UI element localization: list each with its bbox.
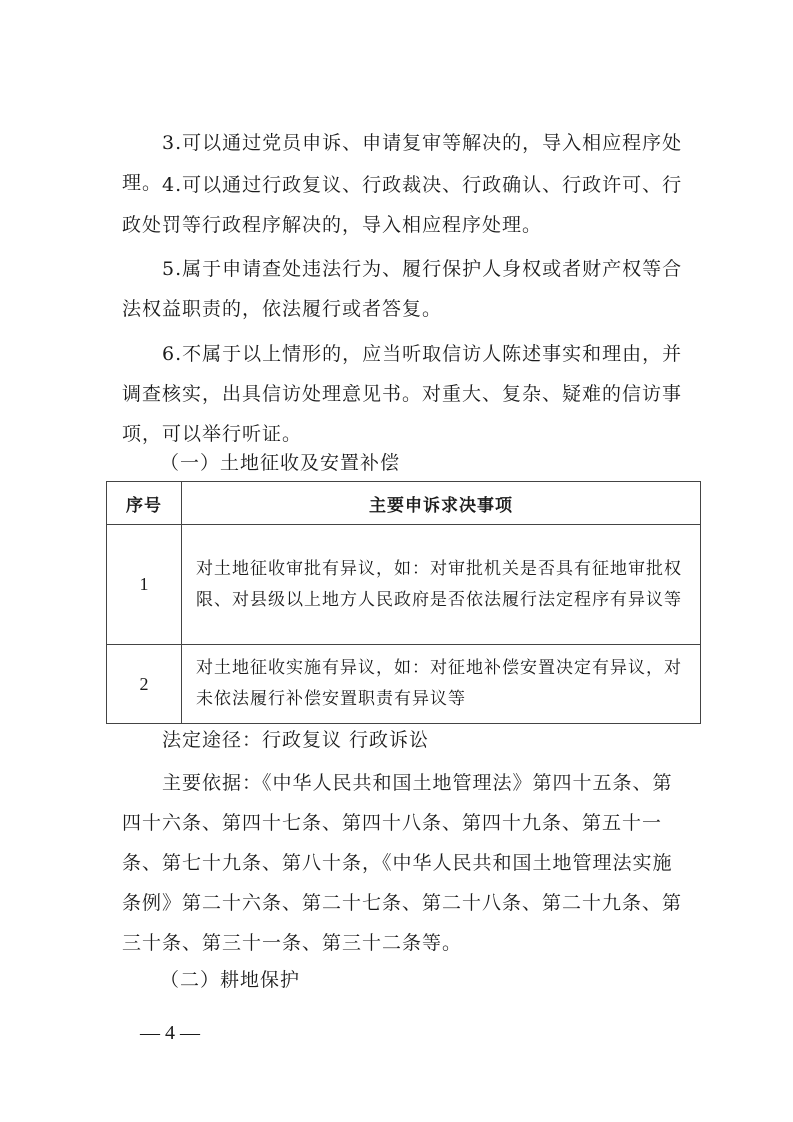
appeal-items-table [106, 481, 701, 724]
row-number: 1 [107, 525, 182, 645]
paragraph-5: 5.属于申请查处违法行为、履行保护人身权或者财产权等合法权益职责的，依法履行或者答复。 [122, 258, 683, 320]
table-row [107, 525, 701, 645]
row-number: 2 [107, 645, 182, 724]
column-header-number: 序号 [107, 482, 182, 525]
legal-basis: 主要依据：《中华人民共和国土地管理法》第四十五条、第四十六条、第四十七条、第四十八条、第四十九条、第五十一条、第七十九条、第八十条，《中华人民共和国土地管理法实施条例》第二十六条、第二十七条、第二十八条、第二十九条、第三十条、第三十一条、第三十二条等。 [122, 772, 683, 954]
row-matter: 对土地征收审批有异议，如：对审批机关是否具有征地审批权限、对县级以上地方人民政府是否依法履行法定程序有异议等 [182, 525, 701, 645]
row-matter: 对土地征收实施有异议，如：对征地补偿安置决定有异议，对未依法履行补偿安置职责有异议等 [182, 645, 701, 724]
table-row [107, 645, 701, 724]
section-heading-farmland-protection: （二）耕地保护 [160, 969, 301, 991]
section-heading-land-expropriation: （一）土地征收及安置补偿 [160, 452, 401, 474]
column-header-matters: 主要申诉求决事项 [182, 482, 701, 525]
paragraph-6: 6.不属于以上情形的，应当听取信访人陈述事实和理由，并调查核实，出具信访处理意见书。对重大、复杂、疑难的信访事项，可以举行听证。 [122, 343, 683, 445]
paragraph-3: 3.可以通过党员申诉、申请复审等解决的，导入相应程序处理。 [122, 132, 683, 194]
table-header-row [107, 482, 701, 525]
legal-route: 法定途径：行政复议 行政诉讼 [162, 729, 430, 751]
paragraph-4: 4.可以通过行政复议、行政裁决、行政确认、行政许可、行政处罚等行政程序解决的，导入相应程序处理。 [122, 174, 683, 236]
page-number: — 4 — [140, 1022, 200, 1044]
